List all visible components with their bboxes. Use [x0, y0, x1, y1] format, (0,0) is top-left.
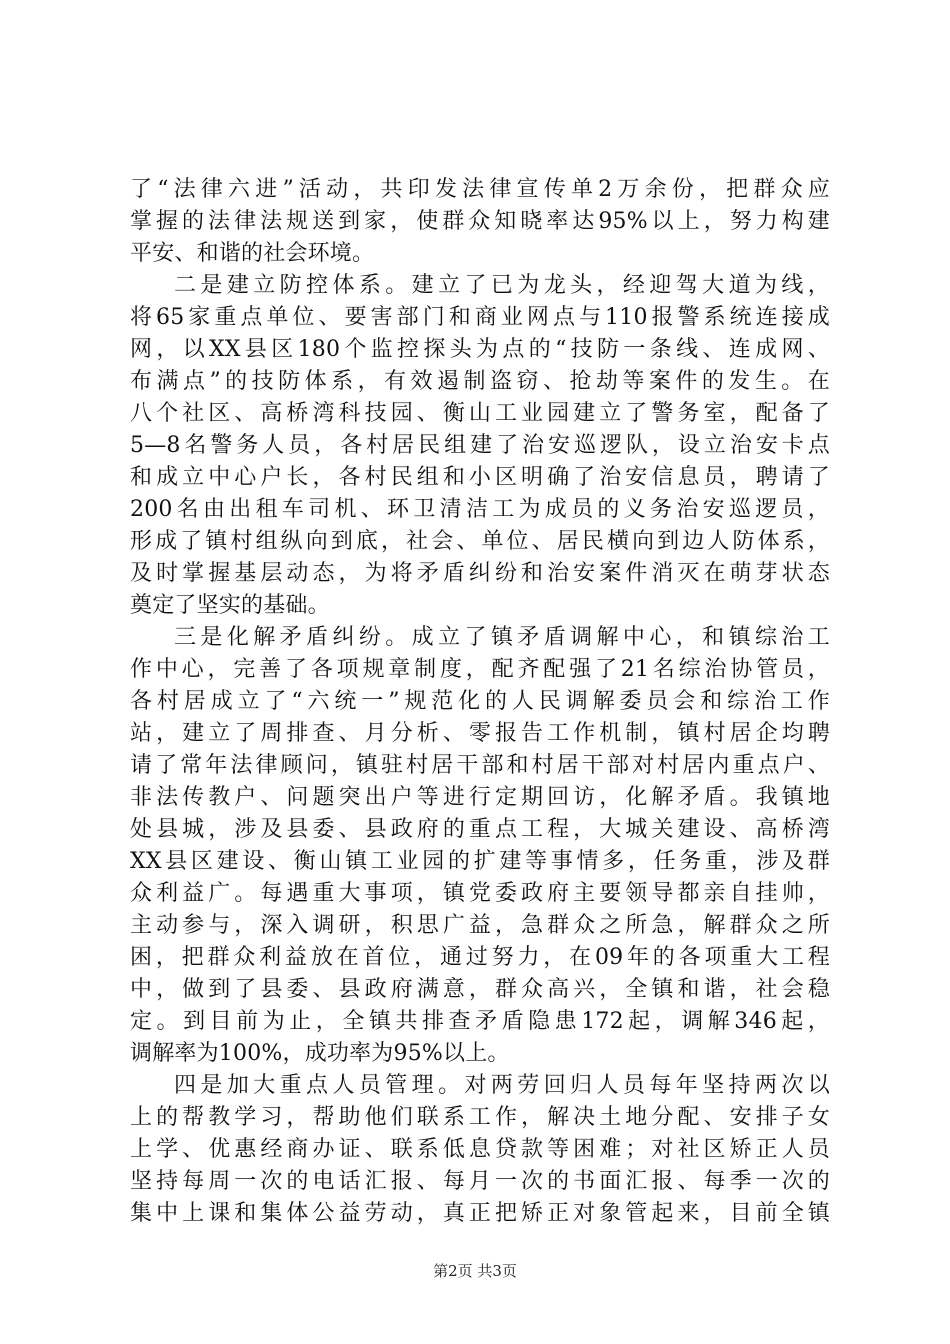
- text-line: 调解率为100%，成功率为95%以上。: [130, 1041, 510, 1066]
- text-line: 二是建立防控体系。建立了已为龙头，经迎驾大道为线，: [174, 273, 830, 298]
- document-body: [130, 174, 830, 1230]
- text-line: 八个社区、高桥湾科技园、衡山工业园建立了警务室，配备了: [130, 401, 830, 426]
- text-line: 及时掌握基层动态，为将矛盾纠纷和治安案件消灭在萌芽状态: [130, 561, 830, 586]
- text-line: 网，以XX县区180个监控探头为点的“技防一条线、连成网、: [130, 337, 830, 362]
- text-line: 布满点”的技防体系，有效遏制盗窃、抢劫等案件的发生。在: [130, 369, 830, 394]
- page-footer: 第2页 共3页: [433, 1262, 517, 1280]
- text-line: 上的帮教学习，帮助他们联系工作，解决土地分配、安排子女: [130, 1105, 830, 1130]
- text-line: 主动参与，深入调研，积思广益，急群众之所急，解群众之所: [130, 913, 830, 938]
- text-line: 奠定了坚实的基础。: [130, 593, 330, 618]
- text-line: 作中心，完善了各项规章制度，配齐配强了21名综治协管员，: [130, 657, 830, 682]
- text-line: 集中上课和集体公益劳动，真正把矫正对象管起来，目前全镇: [130, 1201, 830, 1226]
- text-line: 非法传教户、问题突出户等进行定期回访，化解矛盾。我镇地: [130, 785, 830, 810]
- text-line: 站，建立了周排查、月分析、零报告工作机制，镇村居企均聘: [130, 721, 830, 746]
- text-line: 了“法律六进”活动，共印发法律宣传单2万余份，把群众应: [130, 177, 830, 202]
- text-line: 和成立中心户长，各村民组和小区明确了治安信息员，聘请了: [130, 465, 830, 490]
- text-line: 坚持每周一次的电话汇报、每月一次的书面汇报、每季一次的: [130, 1169, 830, 1194]
- text-line: 四是加大重点人员管理。对两劳回归人员每年坚持两次以: [174, 1073, 830, 1098]
- text-line: 三是化解矛盾纠纷。成立了镇矛盾调解中心，和镇综治工: [174, 625, 830, 650]
- text-line: 5—8名警务人员，各村居民组建了治安巡逻队，设立治安卡点: [130, 433, 830, 458]
- text-line: 掌握的法律法规送到家，使群众知晓率达95%以上，努力构建: [130, 209, 830, 234]
- text-line: 200名由出租车司机、环卫清洁工为成员的义务治安巡逻员，: [130, 497, 830, 522]
- text-line: 请了常年法律顾问，镇驻村居干部和村居干部对村居内重点户、: [130, 753, 830, 778]
- text-line: 众利益广。每遇重大事项，镇党委政府主要领导都亲自挂帅，: [130, 881, 830, 906]
- text-line: 各村居成立了“六统一”规范化的人民调解委员会和综治工作: [130, 689, 830, 714]
- text-line: 定。到目前为止，全镇共排查矛盾隐患172起，调解346起，: [130, 1009, 830, 1034]
- text-line: 处县城，涉及县委、县政府的重点工程，大城关建设、高桥湾: [130, 817, 830, 842]
- text-line: 中，做到了县委、县政府满意，群众高兴，全镇和谐，社会稳: [130, 977, 830, 1002]
- text-line: 困，把群众利益放在首位，通过努力，在09年的各项重大工程: [130, 945, 830, 970]
- text-line: 将65家重点单位、要害部门和商业网点与110报警系统连接成: [130, 305, 830, 330]
- text-line: 形成了镇村组纵向到底，社会、单位、居民横向到边人防体系，: [130, 529, 830, 554]
- text-line: 平安、和谐的社会环境。: [130, 241, 375, 266]
- text-line: 上学、优惠经商办证、联系低息贷款等困难；对社区矫正人员: [130, 1137, 830, 1162]
- text-line: XX县区建设、衡山镇工业园的扩建等事情多，任务重，涉及群: [130, 849, 830, 874]
